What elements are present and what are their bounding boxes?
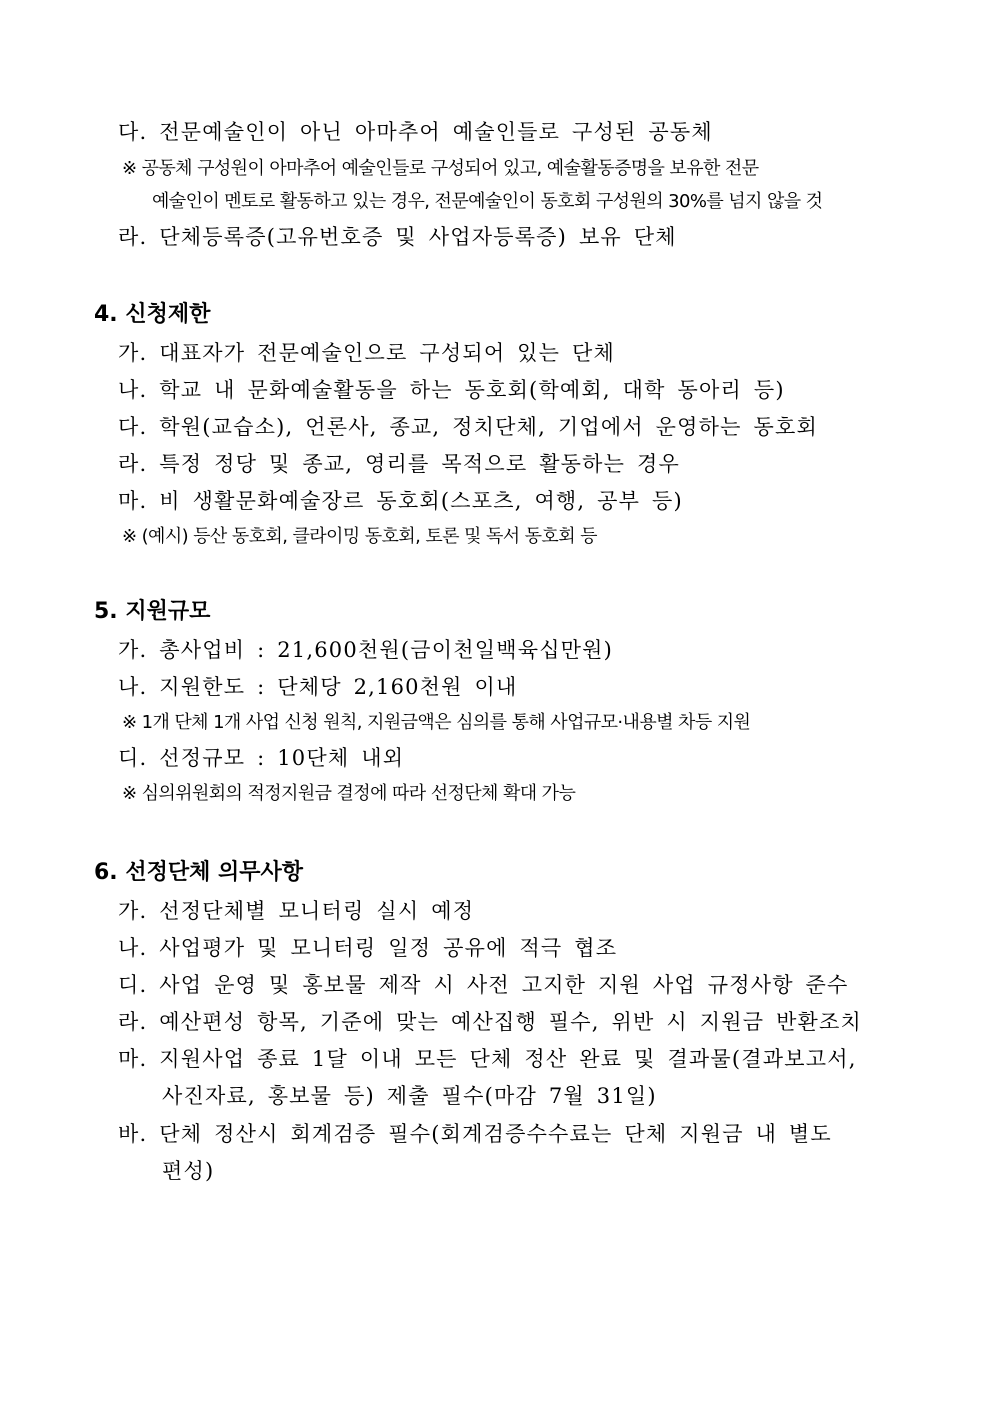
obligation-item — [118, 969, 849, 999]
item-text: 비 생활문화예술장르 동호회(스포츠, 여행, 공부 등) — [159, 489, 683, 513]
item-text: 총사업비 : 21,600천원(금이천일백육십만원) — [159, 638, 614, 662]
item-label: 라. — [118, 225, 148, 249]
obligation-item — [118, 895, 474, 925]
item-text: 전문예술인이 아닌 아마추어 예술인들로 구성된 공동체 — [159, 120, 713, 144]
item-text: 학원(교습소), 언론사, 종교, 정치단체, 기업에서 운영하는 동호회 — [159, 415, 818, 439]
support-note-2: ※ 심의위원회의 적정지원금 결정에 따라 선정단체 확대 가능 — [122, 783, 576, 804]
obligation-item-continued: 사진자료, 홍보물 등) 제출 필수(마감 7월 31일) — [162, 1084, 657, 1108]
restriction-note: ※ (예시) 등산 동호회, 클라이밍 동호회, 토론 및 독서 동호회 등 — [122, 526, 597, 547]
obligation-item-continued: 편성) — [162, 1159, 215, 1183]
note-mark: ※ — [122, 158, 137, 179]
item-text: 선정단체별 모니터링 실시 예정 — [159, 899, 475, 923]
item-label: 다. — [118, 415, 148, 439]
item-label: 가. — [118, 899, 148, 923]
item-label: 나. — [118, 378, 148, 402]
item-label: 가. — [118, 638, 148, 662]
item-text: 예산편성 항목, 기준에 맞는 예산집행 필수, 위반 시 지원금 반환조치 — [159, 1010, 863, 1034]
obligation-item — [118, 1006, 862, 1036]
item-text: 특정 정당 및 종교, 영리를 목적으로 활동하는 경우 — [159, 452, 680, 476]
item-label: 디. — [118, 973, 148, 997]
support-item — [118, 742, 404, 772]
restriction-item — [118, 374, 785, 404]
item-label: 마. — [118, 1047, 148, 1071]
support-item — [118, 634, 613, 664]
eligibility-item-ra — [118, 221, 677, 251]
item-label: 라. — [118, 452, 148, 476]
item-text: 선정규모 : 10단체 내외 — [159, 746, 405, 770]
item-label: 라. — [118, 1010, 148, 1034]
restriction-item — [118, 448, 680, 478]
item-label: 마. — [118, 489, 148, 513]
eligibility-note-line1 — [122, 154, 759, 180]
item-text: 사업평가 및 모니터링 일정 공유에 적극 협조 — [159, 936, 618, 960]
item-label: 다. — [118, 120, 148, 144]
section-heading-restrictions: 4. 신청제한 — [94, 302, 211, 327]
item-text: 지원사업 종료 1달 이내 모든 단체 정산 완료 및 결과물(결과보고서, — [159, 1047, 857, 1071]
note-text: 공동체 구성원이 아마추어 예술인들로 구성되어 있고, 예술활동증명을 보유한 전문 — [141, 158, 759, 179]
item-text: 학교 내 문화예술활동을 하는 동호회(학예회, 대학 동아리 등) — [159, 378, 785, 402]
item-text: 지원한도 : 단체당 2,160천원 이내 — [159, 675, 518, 699]
item-label: 나. — [118, 936, 148, 960]
item-text: 단체 정산시 회계검증 필수(회계검증수수료는 단체 지원금 내 별도 — [159, 1122, 832, 1146]
item-text: 대표자가 전문예술인으로 구성되어 있는 단체 — [159, 341, 615, 365]
obligation-item — [118, 1043, 857, 1073]
support-note-1: ※ 1개 단체 1개 사업 신청 원칙, 지원금액은 심의를 통해 사업규모·내용별 차등 지원 — [122, 712, 751, 733]
restriction-item — [118, 337, 615, 367]
support-item — [118, 671, 518, 701]
item-text: 단체등록증(고유번호증 및 사업자등록증) 보유 단체 — [159, 225, 677, 249]
section-heading-support-scale: 5. 지원규모 — [94, 599, 211, 624]
obligation-item — [118, 1118, 832, 1148]
item-label: 나. — [118, 675, 148, 699]
eligibility-item-da — [118, 116, 713, 146]
eligibility-note-line2: 예술인이 멘토로 활동하고 있는 경우, 전문예술인이 동호회 구성원의 30%를 넘지 않을 것 — [152, 191, 823, 212]
section-heading-obligations: 6. 선정단체 의무사항 — [94, 860, 303, 885]
item-text: 사업 운영 및 홍보물 제작 시 사전 고지한 지원 사업 규정사항 준수 — [159, 973, 849, 997]
restriction-item — [118, 485, 683, 515]
obligation-item — [118, 932, 617, 962]
item-label: 바. — [118, 1122, 148, 1146]
item-label: 가. — [118, 341, 148, 365]
item-label: 디. — [118, 746, 148, 770]
restriction-item — [118, 411, 818, 441]
